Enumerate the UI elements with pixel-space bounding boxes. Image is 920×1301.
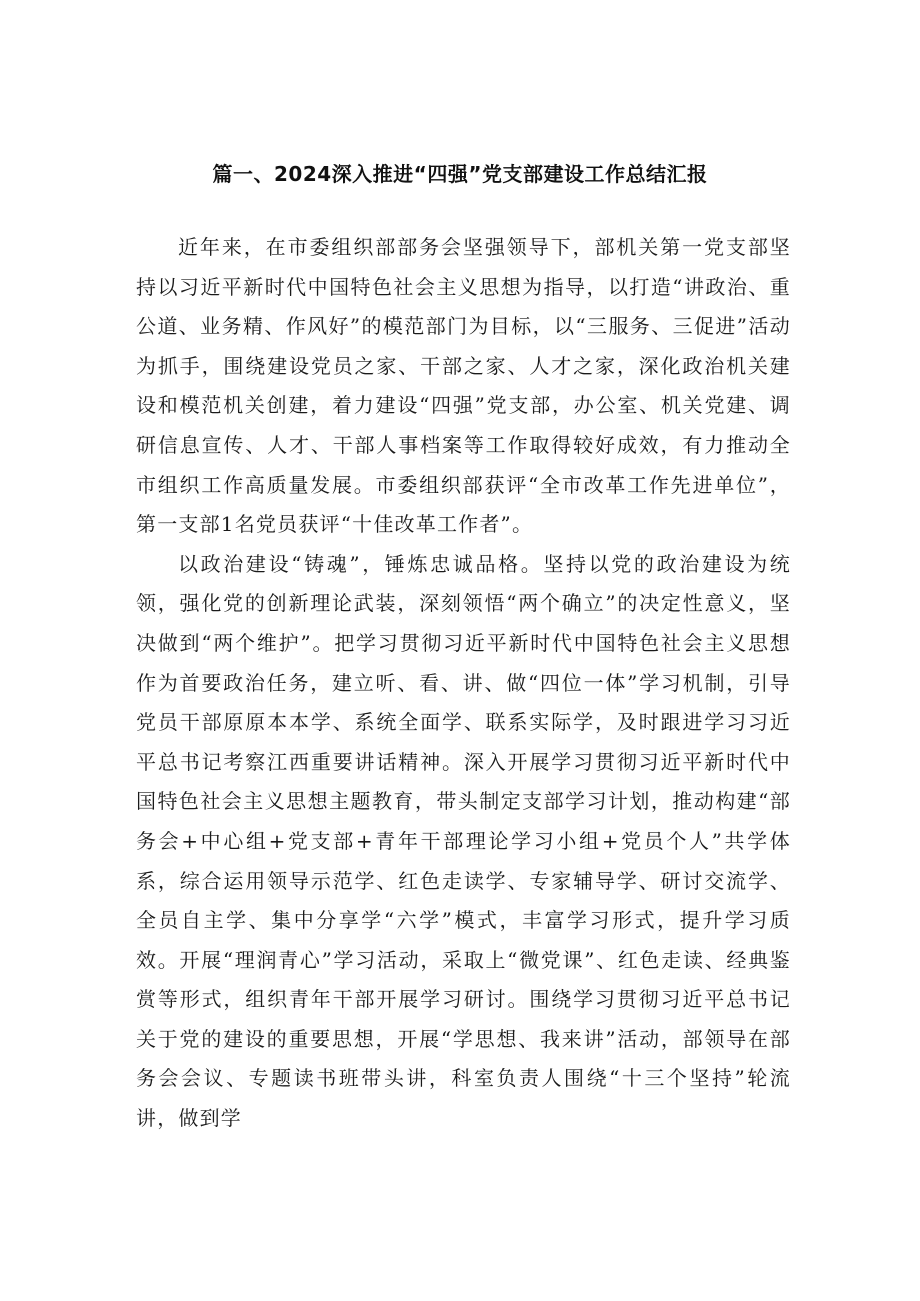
- document-title: 篇一、2024深入推进“四强”党支部建设工作总结汇报: [212, 162, 708, 186]
- paragraph-intro: 近年来，在市委组织部部务会坚强领导下，部机关第一党支部坚持以习近平新时代中国特色社会主义思想为指导，以打造“讲政治、重公道、业务精、作风好”的模范部门为目标，以“三服务、三促进”活动为抓手，围绕建设党员之家、干部之家、人才之家，深化政治机关建设和模范机关创建，着力建设“四强”党支部，办公室、机关党建、调研信息宣传、人才、干部人事档案等工作取得较好成效，有力推动全市组织工作高质量发展。市委组织部获评“全市改革工作先进单位”，第一支部1名党员获评“十佳改革工作者”。: [136, 235, 791, 537]
- paragraph-political-building: 以政治建设“铸魂”，锤炼忠诚品格。坚持以党的政治建设为统领，强化党的创新理论武装，深刻领悟“两个确立”的决定性意义，坚决做到“两个维护”。把学习贯彻习近平新时代中国特色社会主义思想作为首要政治任务，建立听、看、讲、做“四位一体”学习机制，引导党员干部原原本本学、系统全面学、联系实际学，及时跟进学习习近平总书记考察江西重要讲话精神。深入开展学习贯彻习近平新时代中国特色社会主义思想主题教育，带头制定支部学习计划，推动构建“部务会+中心组+党支部+青年干部理论学习小组+党员个人”共学体系，综合运用领导示范学、红色走读学、专家辅导学、研讨交流学、全员自主学、集中分享学“六学”模式，丰富学习形式，提升学习质效。开展“理润青心”学习活动，采取上“微党课”、红色走读、经典鉴赏等形式，组织青年干部开展学习研讨。围绕学习贯彻习近平总书记关于党的建设的重要思想，开展“学思想、我来讲”活动，部领导在部务会会议、专题读书班带头讲，科室负责人围绕“十三个坚持”轮流讲，做到学: [136, 551, 791, 1131]
- document-body: [136, 228, 791, 1139]
